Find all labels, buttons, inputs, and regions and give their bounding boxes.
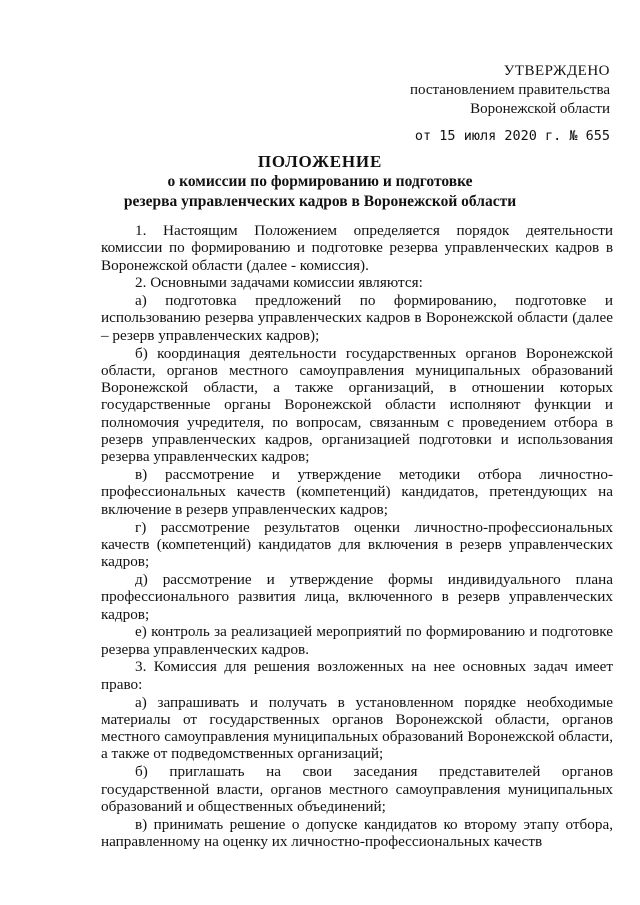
paragraph: а) запрашивать и получать в установленном порядке необходимые материалы от государственных органов Воронежской области, органов местного самоуправления муниципальных образований Воронежской области, а также от подведомственных организаций; [101,693,613,763]
approval-date: от 15 июля 2020 г. № 655 [414,128,610,144]
approval-stamp [410,62,610,146]
paragraph: б) приглашать на свои заседания представителей органов государственной власти, органов местного самоуправления муниципальных образований и общественных объединений; [101,763,613,815]
title-main: ПОЛОЖЕНИЕ [257,152,383,171]
document-body [101,222,613,850]
paragraph: е) контроль за реализацией мероприятий по формированию и подготовке резерва управленческих кадров. [101,623,613,658]
approval-line-1: постановлением правительства [409,82,610,98]
approval-heading: УТВЕРЖДЕНО [503,63,610,79]
approval-line-2: Воронежской области [470,101,610,117]
paragraph: б) координация деятельности государственных органов Воронежской области, органов местного самоуправления муниципальных образований Воронежской области, а также организаций, в отношении которых государственные органы Воронежской области исполняют функции и полномочия учредителя, по вопросам, связанным с проведением отбора в резерв управленческих кадров, организацией подготовки и использования резерва управленческих кадров; [101,344,613,466]
paragraph: 2. Основными задачами комиссии являются: [135,274,423,292]
paragraph: 3. Комиссия для решения возложенных на нее основных задач имеет право: [101,658,613,693]
paragraph: а) подготовка предложений по формированию, подготовке и использованию резерва управленческих кадров в Воронежской области (далее – резерв управленческих кадров); [101,292,613,344]
paragraph: 1. Настоящим Положением определяется порядок деятельности комиссии по формированию и подготовке резерва управленческих кадров в Воронежской области (далее - комиссия). [101,222,613,274]
paragraph: г) рассмотрение результатов оценки личностно-профессиональных качеств (компетенций) кандидатов для включения в резерв управленческих кадров; [101,518,613,571]
paragraph: в) принимать решение о допуске кандидатов ко второму этапу отбора, направленному на оценку их личностно-профессиональных качеств [101,815,613,850]
title-subtitle-1: о комиссии по формированию и подготовке [167,173,473,190]
document-title [0,152,640,212]
title-subtitle-2: резерва управленческих кадров в Воронежской области [123,193,517,210]
paragraph: д) рассмотрение и утверждение формы индивидуального плана профессионального развития лица, включенного в резерв управленческих кадров; [101,570,613,623]
paragraph: в) рассмотрение и утверждение методики отбора личностно-профессиональных качеств (компетенций) кандидатов, претендующих на включение в резерв управленческих кадров; [101,466,613,518]
